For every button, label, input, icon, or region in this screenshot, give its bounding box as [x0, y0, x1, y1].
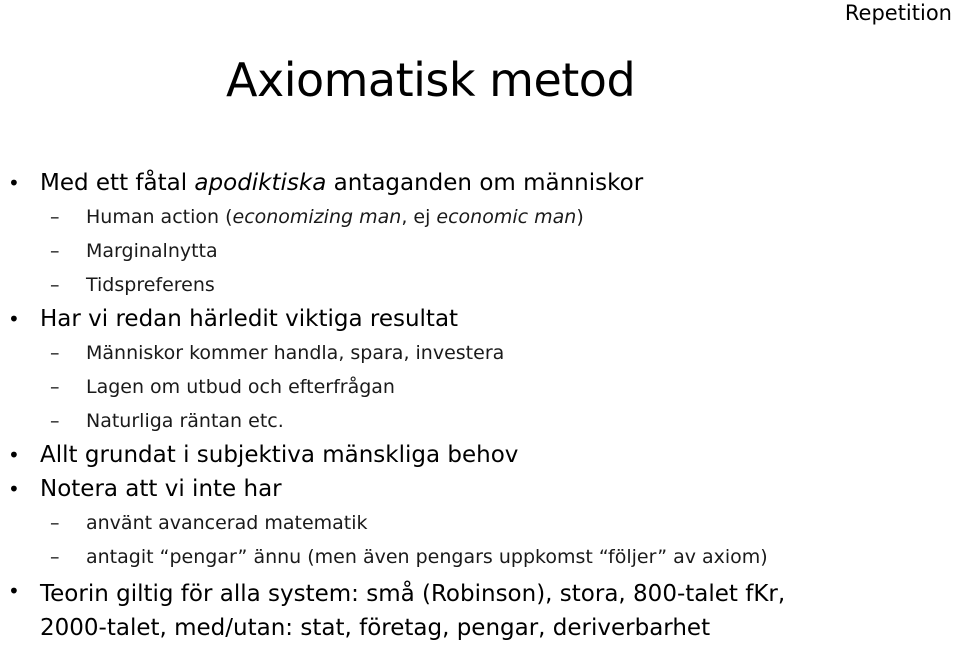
- bullet-item-subjective-needs: [0, 438, 960, 472]
- bullet-icon: •: [8, 171, 20, 195]
- item-text-emphasis: economic man: [436, 206, 577, 228]
- dash-icon: –: [50, 240, 60, 262]
- bullet-item-few-assumptions: [0, 166, 960, 200]
- bullet-item-theory-valid: [0, 574, 960, 645]
- item-text-emphasis: economizing man: [232, 206, 402, 228]
- item-text-mid: , ej: [401, 206, 437, 228]
- slide-title: Axiomatisk metod: [226, 53, 636, 107]
- section-label: Repetition: [844, 1, 952, 25]
- item-text: Marginalnytta: [86, 240, 218, 262]
- item-text-line1: Teorin giltig för alla system: små (Robinson), stora, 800-talet fKr,: [40, 581, 786, 607]
- sub-item-people-act: [0, 336, 960, 370]
- bullet-icon: •: [8, 307, 20, 331]
- item-text: antagit “pengar” ännu (men även pengars uppkomst “följer” av axiom): [86, 546, 768, 568]
- item-text: Notera att vi inte har: [40, 476, 282, 502]
- item-text-pre: Human action (: [86, 206, 233, 228]
- item-text-post: antaganden om människor: [326, 170, 644, 196]
- dash-icon: –: [50, 546, 60, 568]
- sub-item-time-preference: [0, 268, 960, 302]
- bullet-list: [0, 166, 960, 645]
- bullet-item-derived-results: [0, 302, 960, 336]
- item-text-pre: Med ett fåtal: [40, 170, 195, 196]
- sub-item-supply-demand: [0, 370, 960, 404]
- bullet-icon: •: [8, 477, 20, 501]
- sub-item-marginal-utility: [0, 234, 960, 268]
- dash-icon: –: [50, 342, 60, 364]
- item-text: Människor kommer handla, spara, investera: [86, 342, 505, 364]
- item-text-post: ): [576, 206, 584, 228]
- sub-item-natural-rate: [0, 404, 960, 438]
- bullet-icon: •: [8, 443, 20, 467]
- sub-item-no-advanced-math: [0, 506, 960, 540]
- dash-icon: –: [50, 512, 60, 534]
- item-text: Allt grundat i subjektiva mänskliga behov: [40, 442, 519, 468]
- item-text: Har vi redan härledit viktiga resultat: [40, 306, 459, 332]
- dash-icon: –: [50, 206, 60, 228]
- bullet-icon: •: [8, 579, 20, 603]
- item-text: Tidspreferens: [86, 274, 215, 296]
- item-text-line2: 2000-talet, med/utan: stat, företag, pengar, deriverbarhet: [40, 615, 711, 641]
- dash-icon: –: [50, 376, 60, 398]
- bullet-item-note: [0, 472, 960, 506]
- dash-icon: –: [50, 410, 60, 432]
- dash-icon: –: [50, 274, 60, 296]
- item-text: Lagen om utbud och efterfrågan: [86, 376, 395, 398]
- item-text: Naturliga räntan etc.: [86, 410, 284, 432]
- item-text: använt avancerad matematik: [86, 512, 368, 534]
- sub-item-human-action: [0, 200, 960, 234]
- sub-item-no-money-assumed: [0, 540, 960, 574]
- item-text-emphasis: apodiktiska: [194, 170, 327, 196]
